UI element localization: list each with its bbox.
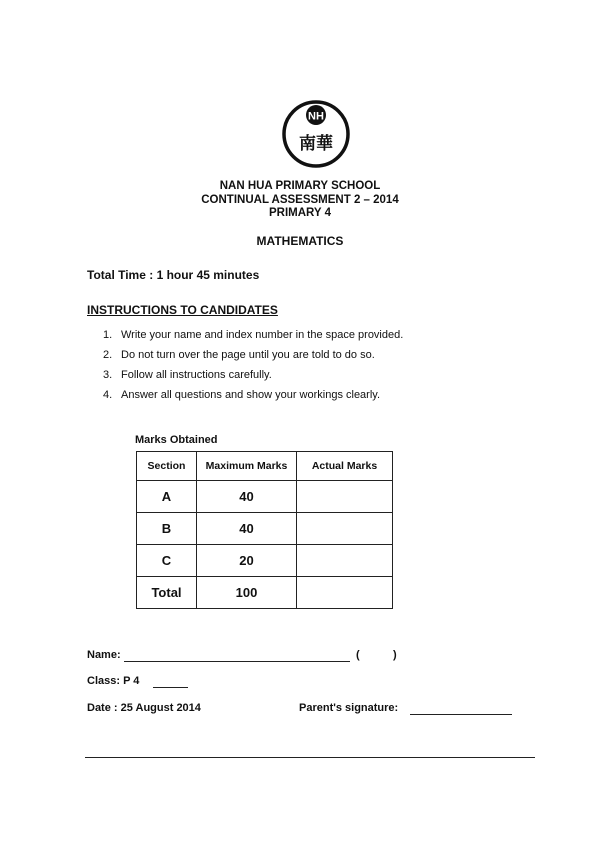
school-name: NAN HUA PRIMARY SCHOOL xyxy=(219,180,381,192)
date-label: Date : 25 August 2014 xyxy=(87,702,201,714)
instructions-list xyxy=(103,328,403,408)
signature-field[interactable] xyxy=(410,702,512,715)
row-max: 40 xyxy=(197,481,297,513)
table-row xyxy=(137,481,393,513)
instruction-item: 4. Answer all questions and show your workings clearly. xyxy=(103,389,381,401)
instruction-item: 2. Do not turn over the page until you are told to do so. xyxy=(103,349,375,361)
index-close-paren: ) xyxy=(393,649,397,661)
signature-label: Parent's signature: xyxy=(299,702,399,714)
instructions-title: INSTRUCTIONS TO CANDIDATES xyxy=(87,303,278,317)
level-title: PRIMARY 4 xyxy=(269,207,331,219)
class-field[interactable] xyxy=(153,675,188,688)
row-actual[interactable] xyxy=(297,481,393,513)
row-actual[interactable] xyxy=(297,545,393,577)
logo-characters: 南華 xyxy=(299,134,333,154)
marks-title: Marks Obtained xyxy=(135,434,218,446)
row-actual[interactable] xyxy=(297,513,393,545)
logo-monogram: NH xyxy=(308,110,324,123)
row-section: A xyxy=(137,481,197,513)
name-field[interactable] xyxy=(124,649,350,662)
assessment-title: CONTINUAL ASSESSMENT 2 – 2014 xyxy=(201,194,399,206)
table-row xyxy=(137,545,393,577)
row-max: 40 xyxy=(197,513,297,545)
marks-table xyxy=(136,451,393,609)
row-max: 100 xyxy=(197,577,297,609)
school-logo xyxy=(281,99,351,169)
table-row xyxy=(137,577,393,609)
row-section: Total xyxy=(137,577,197,609)
header-section: Section xyxy=(137,452,197,481)
header-actual-marks: Actual Marks xyxy=(297,452,393,481)
instruction-item: 1. Write your name and index number in the space provided. xyxy=(103,329,404,341)
subject-title: MATHEMATICS xyxy=(256,234,344,248)
row-section: C xyxy=(137,545,197,577)
instruction-item: 3. Follow all instructions carefully. xyxy=(103,369,272,381)
row-actual[interactable] xyxy=(297,577,393,609)
total-time: Total Time : 1 hour 45 minutes xyxy=(87,268,260,282)
row-max: 20 xyxy=(197,545,297,577)
name-label: Name: xyxy=(87,649,121,661)
table-header-row xyxy=(137,452,393,481)
class-label: Class: P 4 xyxy=(87,675,140,687)
bottom-rule xyxy=(85,757,535,758)
row-section: B xyxy=(137,513,197,545)
table-row xyxy=(137,513,393,545)
index-open-paren: ( xyxy=(356,649,360,661)
header-max-marks: Maximum Marks xyxy=(197,452,297,481)
